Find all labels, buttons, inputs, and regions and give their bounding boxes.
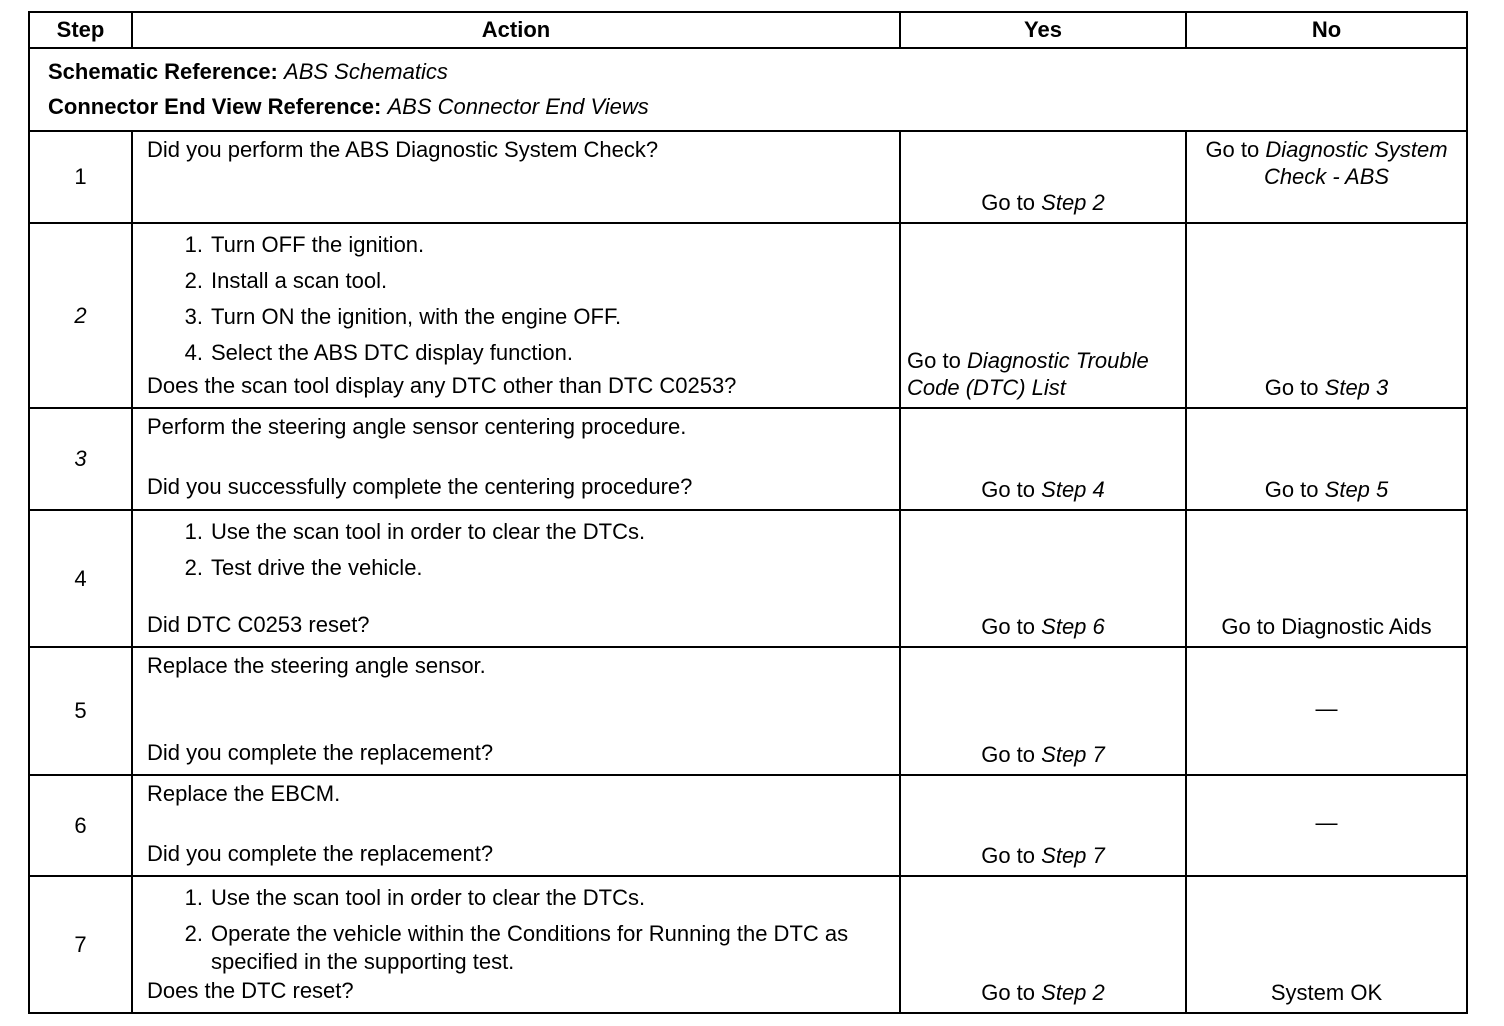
table-row	[29, 647, 1467, 775]
yes-cell: Go to Step 4	[900, 408, 1186, 510]
list-item: 4. Select the ABS DTC display function.	[184, 340, 573, 365]
yes-link[interactable]: Step 2	[1041, 980, 1105, 1005]
action-intro: Replace the EBCM.	[147, 781, 341, 806]
reference-row	[29, 48, 1467, 131]
list-item: 1. Turn OFF the ignition.	[184, 232, 425, 257]
table-row	[29, 408, 1467, 510]
list-item: 3. Turn ON the ignition, with the engine OFF.	[184, 304, 622, 329]
action-question: Did you complete the replacement?	[147, 740, 494, 765]
no-link[interactable]: Step 5	[1324, 477, 1389, 502]
table-row	[29, 775, 1467, 876]
action-cell	[132, 408, 900, 510]
diagnostic-table	[28, 11, 1468, 1014]
table-row	[29, 131, 1467, 223]
action-cell	[132, 876, 900, 1013]
action-intro: Replace the steering angle sensor.	[147, 653, 486, 678]
no-link[interactable]: Diagnostic System Check - ABS	[1263, 137, 1448, 189]
no-value: System OK	[1186, 876, 1467, 1013]
action-list	[147, 227, 889, 371]
step-number: 4	[29, 510, 132, 647]
no-link[interactable]: Step 3	[1324, 375, 1389, 400]
action-question: Does the DTC reset?	[147, 978, 354, 1003]
table-row	[29, 510, 1467, 647]
step-number: 3	[29, 408, 132, 510]
action-cell	[132, 647, 900, 775]
yes-cell: Go to Step 7	[900, 775, 1186, 876]
header-action: Action	[132, 12, 900, 48]
no-cell: Go to Step 3	[1186, 223, 1467, 408]
yes-link[interactable]: Step 7	[1041, 742, 1105, 767]
header-yes: Yes	[900, 12, 1186, 48]
yes-cell: Go to Step 6	[900, 510, 1186, 647]
list-item: 1. Use the scan tool in order to clear the DTCs.	[184, 885, 646, 910]
list-item: 2. Install a scan tool.	[184, 268, 388, 293]
header-no: No	[1186, 12, 1467, 48]
table-row	[29, 223, 1467, 408]
list-item: 2. Operate the vehicle within the Conditions for Running the DTC as specified in the supporting test.	[184, 921, 849, 974]
yes-cell: Go to Step 2	[900, 131, 1186, 223]
connector-reference-link[interactable]: ABS Connector End Views	[387, 94, 649, 119]
connector-reference: Connector End View Reference: ABS Connector End Views	[48, 94, 649, 119]
yes-cell: Go to Step 2	[900, 876, 1186, 1013]
step-number: 6	[29, 775, 132, 876]
action-question: Did you perform the ABS Diagnostic System Check?	[147, 137, 659, 162]
step-number: 7	[29, 876, 132, 1013]
action-list	[147, 880, 889, 976]
list-item: 2. Test drive the vehicle.	[184, 555, 423, 580]
yes-cell: Go to Diagnostic Trouble Code (DTC) List	[900, 223, 1186, 408]
step-number: 5	[29, 647, 132, 775]
action-cell	[132, 775, 900, 876]
action-list	[147, 514, 889, 586]
action-question: Did you successfully complete the centering procedure?	[147, 474, 693, 499]
schematic-reference: Schematic Reference: ABS Schematics	[48, 59, 448, 84]
no-link[interactable]: Go to Diagnostic Aids	[1186, 510, 1467, 647]
action-question: Did DTC C0253 reset?	[147, 612, 370, 637]
action-question: Did you complete the replacement?	[147, 841, 494, 866]
reference-cell	[29, 48, 1467, 131]
schematic-reference-link[interactable]: ABS Schematics	[284, 59, 448, 84]
action-cell	[132, 510, 900, 647]
action-cell	[132, 131, 900, 223]
step-number: 1	[29, 131, 132, 223]
yes-link[interactable]: Diagnostic Trouble Code (DTC) List	[907, 348, 1149, 400]
list-item: 1. Use the scan tool in order to clear the DTCs.	[184, 519, 646, 544]
yes-link[interactable]: Step 7	[1041, 843, 1105, 868]
no-cell: Go to Diagnostic System Check - ABS	[1186, 131, 1467, 223]
action-intro: Perform the steering angle sensor centering procedure.	[147, 414, 687, 439]
yes-link[interactable]: Step 2	[1041, 190, 1105, 215]
no-value: —	[1186, 775, 1467, 876]
header-row	[29, 12, 1467, 48]
table-row	[29, 876, 1467, 1013]
yes-link[interactable]: Step 6	[1041, 614, 1105, 639]
no-value: —	[1186, 647, 1467, 775]
header-step: Step	[29, 12, 132, 48]
action-question: Does the scan tool display any DTC other than DTC C0253?	[147, 373, 737, 398]
action-cell	[132, 223, 900, 408]
yes-link[interactable]: Step 4	[1041, 477, 1105, 502]
yes-cell: Go to Step 7	[900, 647, 1186, 775]
no-cell: Go to Step 5	[1186, 408, 1467, 510]
step-number: 2	[29, 223, 132, 408]
